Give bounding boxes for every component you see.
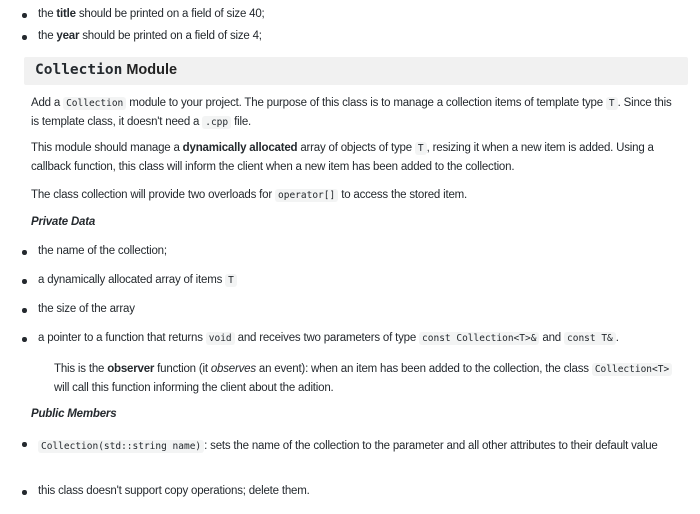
public-members-heading: Public Members	[31, 408, 117, 420]
observer-note: This is the observer function (it observes an event): when an item has been added to the collection, the class Collection<T> will call this function informing the client about the adition.	[54, 360, 676, 397]
public-item-no-copy: this class doesn't support copy operations; delete them.	[38, 485, 310, 497]
bullet-title-field: the title should be printed on a field of size 40;	[38, 8, 265, 20]
paragraph-dynamic-array: This module should manage a dynamically allocated array of objects of type T , resizing it when a new item is added. Using a callback function, this class will inform the client when a new item has been added to the collection.	[31, 142, 654, 173]
private-item-callback: a pointer to a function that returns void and receives two parameters of type const Collection<T>& and const T& .	[38, 332, 619, 344]
private-item-array: a dynamically allocated array of items T	[38, 274, 237, 286]
paragraph-operator: The class collection will provide two overloads for operator[] to access the stored item.	[31, 189, 468, 201]
private-item-size: the size of the array	[38, 303, 135, 315]
private-item-name: the name of the collection;	[38, 245, 167, 257]
bullet-year-field: the year should be printed on a field of size 4;	[38, 30, 262, 42]
public-item-constructor: Collection(std::string name) : sets the name of the collection to the parameter and all other attributes to their default value	[38, 437, 676, 456]
paragraph-intro: Add a Collection module to your project. The purpose of this class is to manage a collection items of template type T . Since this is template class, it doesn't need a .cpp file.	[31, 97, 672, 128]
private-data-heading: Private Data	[31, 216, 96, 228]
section-heading: Collection Module	[24, 57, 688, 85]
